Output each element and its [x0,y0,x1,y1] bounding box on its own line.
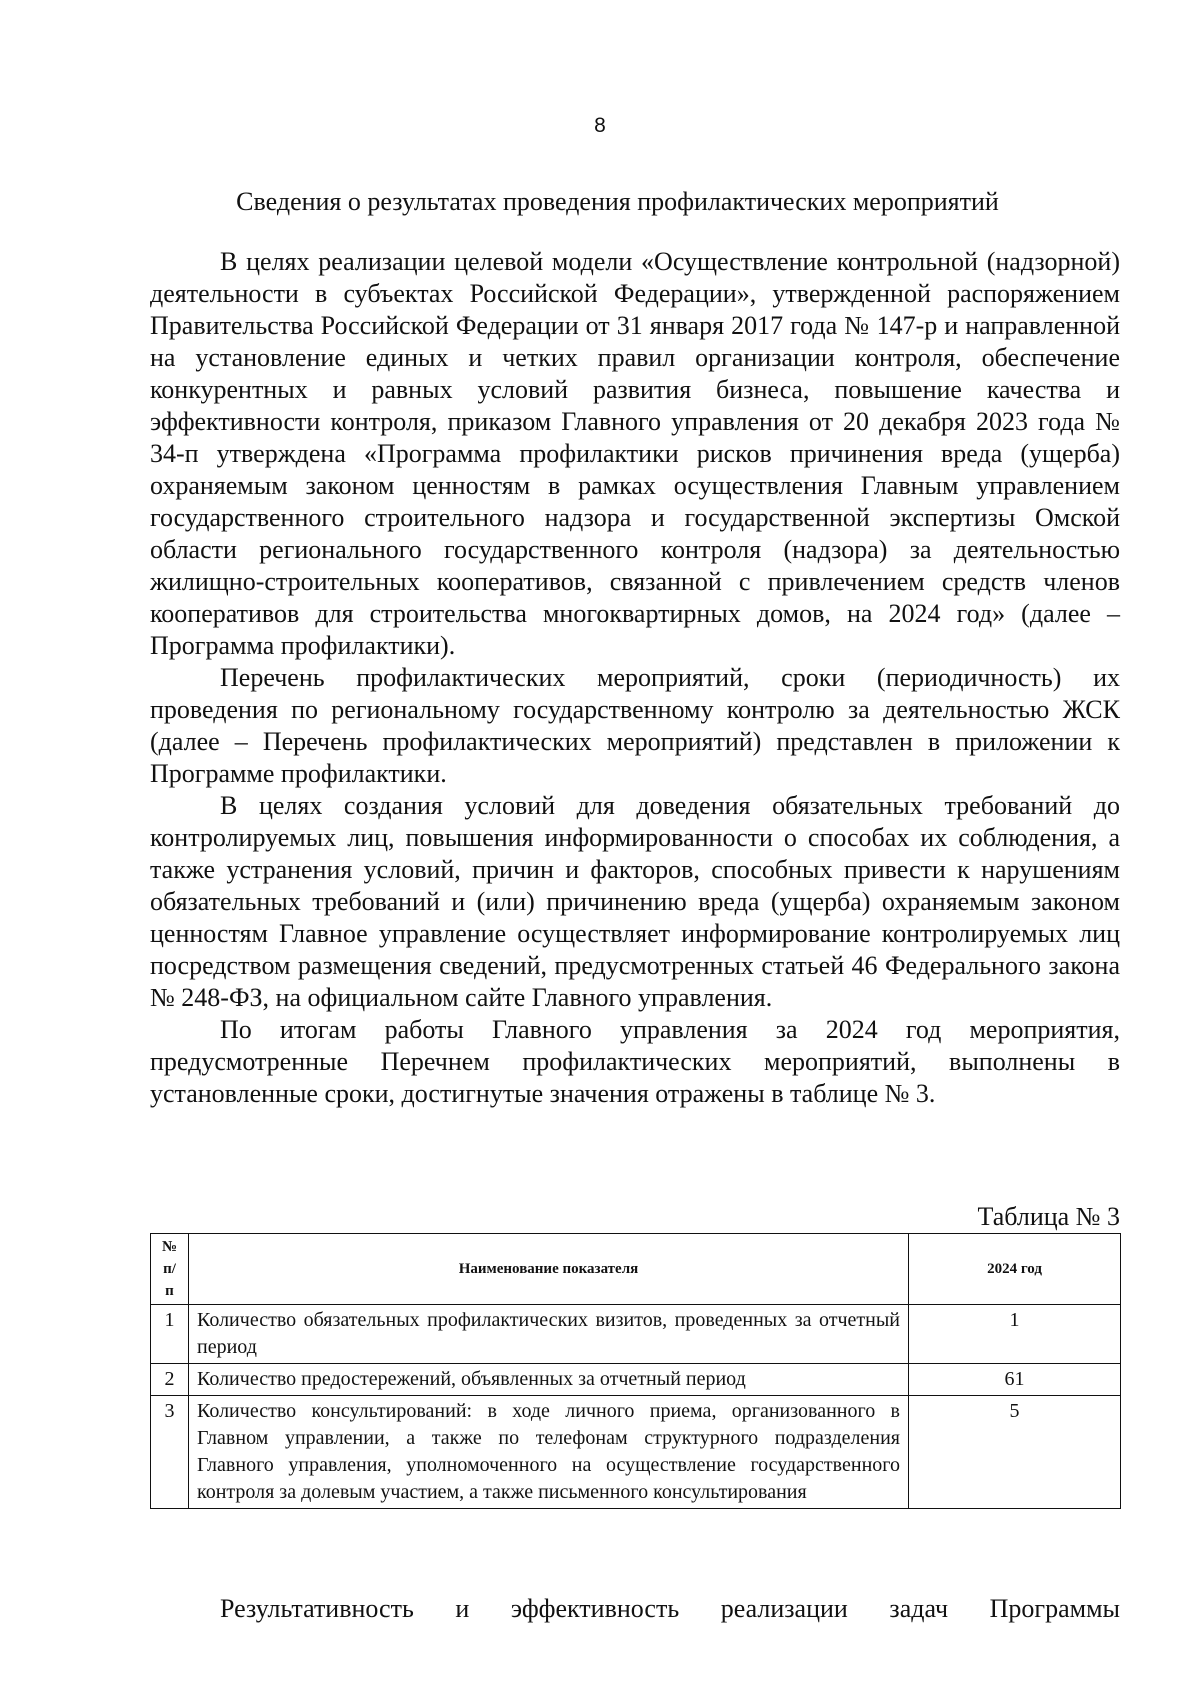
paragraph-results: По итогам работы Главного управления за 2024 год мероприятия, предусмотренные Перечнем профилактических мероприятий, выполнены в установленные сроки, достигнутые значения отражены в таблице № 3. [150,1015,1120,1108]
row-num: 2 [151,1364,189,1396]
row-num: 1 [151,1305,189,1364]
row-num: 3 [151,1396,189,1509]
row-value: 5 [909,1396,1121,1509]
indicators-table [150,1233,1121,1509]
body-text [150,246,1120,1110]
header-num: № п/п [151,1234,189,1305]
paragraph-measures-list: Перечень профилактических мероприятий, сроки (периодичность) их проведения по региональному государственному контролю за деятельностью ЖСК (далее – Перечень профилактических мероприятий) представлен в приложении к Программе профилактики. [150,663,1120,788]
closing-line: Результативность и эффективность реализации задач Программы [220,1594,1120,1623]
table-row [151,1364,1121,1396]
table-caption: Таблица № 3 [977,1202,1120,1231]
table-header-row [151,1234,1121,1305]
page-number: 8 [594,114,606,137]
paragraph-informing: В целях создания условий для доведения обязательных требований до контролируемых лиц, повышения информированности о способах их соблюдения, а также устранения условий, причин и факторов, способных привести к нарушениям обязательных требований и (или) причинению вреда (ущерба) охраняемым законом ценностям Главное управление осуществляет информирование контролируемых лиц посредством размещения сведений, предусмотренных статьей 46 Федерального закона № 248-ФЗ, на официальном сайте Главного управления. [150,791,1120,1012]
row-value: 1 [909,1305,1121,1364]
row-indicator-name: Количество обязательных профилактических визитов, проведенных за отчетный период [189,1305,909,1364]
header-year: 2024 год [909,1234,1121,1305]
row-value: 61 [909,1364,1121,1396]
paragraph-target-model: В целях реализации целевой модели «Осуществление контрольной (надзорной) деятельности в субъектах Российской Федерации», утвержденной распоряжением Правительства Российской Федерации от 31 января 2017 года № 147-р и направленной на установление единых и четких правил организации контроля, обеспечение конкурентных и равных условий развития бизнеса, повышение качества и эффективности контроля, приказом Главного управления от 20 декабря 2023 года № 34-п утверждена «Программа профилактики рисков причинения вреда (ущерба) охраняемым законом ценностям в рамках осуществления Главным управлением государственного строительного надзора и государственной экспертизы Омской области регионального государственного контроля (надзора) за деятельностью жилищно-строительных кооперативов, связанной с привлечением средств членов кооперативов для строительства многоквартирных домов, на 2024 год» (далее – Программа профилактики). [150,247,1120,660]
row-indicator-name: Количество консультирований: в ходе личного приема, организованного в Главном управлении, а также по телефонам структурного подразделения Главного управления, уполномоченного на осуществление государственного контроля за долевым участием, а также письменного консультирования [189,1396,909,1509]
row-indicator-name: Количество предостережений, объявленных за отчетный период [189,1364,909,1396]
header-indicator-name: Наименование показателя [189,1234,909,1305]
section-title: Сведения о результатах проведения профилактических мероприятий [236,187,999,216]
table-row [151,1396,1121,1509]
table-row [151,1305,1121,1364]
